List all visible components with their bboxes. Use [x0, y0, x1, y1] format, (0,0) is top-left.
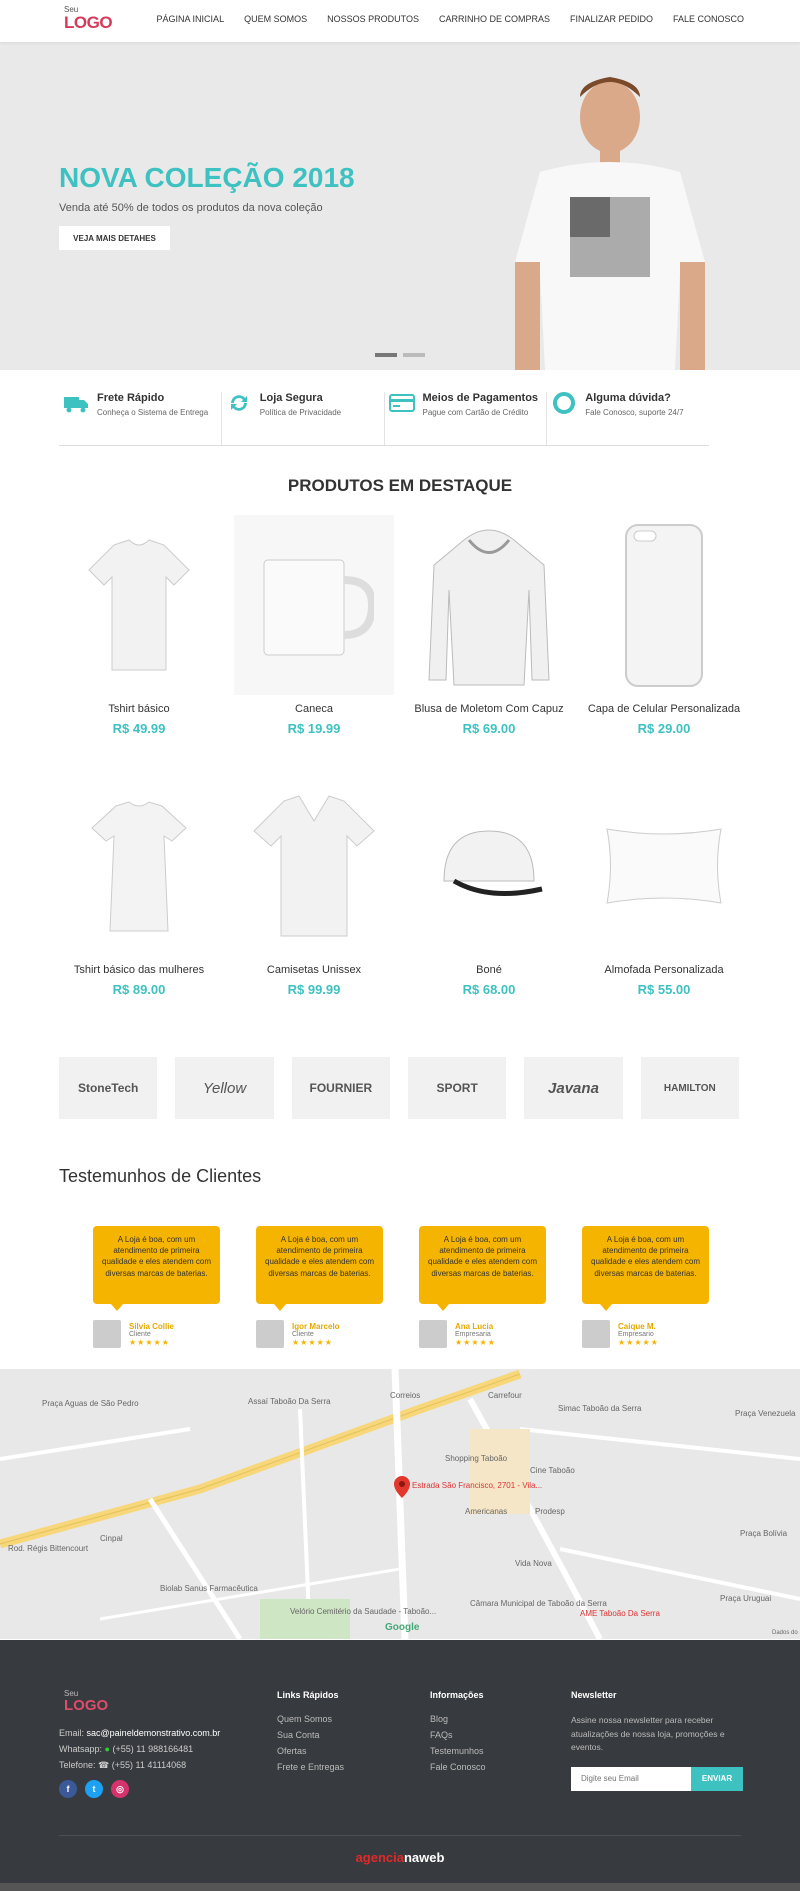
map-label: Praça Uruguai [720, 1594, 772, 1603]
womens-tshirt-image [84, 796, 194, 936]
product-name[interactable]: Almofada Personalizada [604, 964, 724, 976]
brand-name: FOURNIER [309, 1081, 373, 1095]
hero-title: NOVA COLEÇÃO 2018 [59, 162, 355, 193]
product-card[interactable] [59, 515, 219, 736]
map-label: Vida Nova [515, 1559, 552, 1568]
testimonials-title: Testemunhos de Clientes [59, 1166, 262, 1186]
product-name[interactable]: Camisetas Unissex [266, 964, 362, 976]
feature-title: Meios de Pagamentos [422, 392, 539, 404]
testimonial-card [93, 1226, 220, 1348]
credit-part-b: naweb [403, 1850, 445, 1865]
product-price: R$ 19.99 [287, 721, 341, 736]
nav-checkout[interactable]: FINALIZAR PEDIDO [569, 14, 653, 24]
map-label: Velório Cemitério da Saudade - Taboão... [290, 1607, 437, 1616]
logo-text: LOGO [64, 13, 113, 32]
logo-small-text: Seu [64, 5, 79, 14]
product-card[interactable] [234, 515, 394, 736]
hero-slider-dots [375, 353, 425, 357]
testimonial-name: Igor Marcelo [292, 1321, 340, 1331]
map-label: AME Taboão Da Serra [580, 1609, 660, 1618]
footer-link[interactable]: Sua Conta [277, 1730, 320, 1740]
agency-credit[interactable] [0, 1850, 800, 1865]
map-pin-icon[interactable] [394, 1476, 410, 1498]
brand-name: Yellow [202, 1079, 247, 1097]
brand-logo[interactable] [59, 1057, 157, 1119]
footer-whatsapp[interactable]: (+55) 11 988166481 [112, 1743, 194, 1754]
map-roads [0, 1369, 800, 1639]
map-label: Praça Venezuela [735, 1409, 796, 1418]
map-label: Carrefour [488, 1391, 522, 1400]
footer-link[interactable]: Testemunhos [430, 1746, 484, 1756]
product-card[interactable] [59, 776, 219, 997]
footer-link[interactable]: Ofertas [277, 1746, 307, 1756]
products-title: PRODUTOS EM DESTAQUE [287, 476, 513, 495]
products-grid-row1 [59, 515, 739, 736]
testimonial-text: A Loja é boa, com um atendimento de primeira qualidade e eles atendem com diversas marcas de baterias. [582, 1226, 709, 1304]
footer-link[interactable]: Fale Conosco [430, 1762, 486, 1772]
hero-details-button[interactable]: VEJA MAIS DETAHES [59, 226, 170, 250]
brand-name: Javana [548, 1079, 599, 1097]
product-name[interactable]: Capa de Celular Personalizada [587, 703, 741, 715]
map-label: Praça Aguas de São Pedro [42, 1399, 139, 1408]
brand-logo[interactable] [292, 1057, 390, 1119]
product-price: R$ 29.00 [637, 721, 691, 736]
slider-dot-2[interactable] [403, 353, 425, 357]
tshirt-image [84, 535, 194, 675]
phone-label: Telefone: [59, 1759, 96, 1770]
hero-subtitle: Venda até 50% de todos os produtos da nova coleção [59, 202, 323, 214]
testimonial-name: Silvia Collie [129, 1321, 174, 1331]
brand-logo[interactable] [408, 1057, 506, 1119]
feature-title: Alguma dúvida? [585, 392, 671, 404]
email-label: Email: [59, 1728, 85, 1738]
product-price: R$ 55.00 [637, 982, 691, 997]
rating-stars: ★★★★★ [455, 1337, 496, 1347]
product-name[interactable]: Caneca [295, 703, 333, 715]
site-header [0, 0, 800, 42]
map-label: Americanas [465, 1507, 508, 1516]
brand-logo[interactable] [175, 1057, 273, 1119]
product-name[interactable]: Tshirt básico [108, 703, 170, 715]
nav-home[interactable]: PÁGINA INICIAL [156, 14, 225, 24]
brand-name: HAMILTON [663, 1082, 716, 1094]
pillow-image [599, 821, 729, 911]
nav-cart[interactable]: CARRINHO DE COMPRAS [438, 14, 550, 24]
feature-sub: Política de Privacidade [259, 408, 342, 417]
testimonial-card [419, 1226, 546, 1348]
product-price: R$ 99.99 [287, 982, 341, 997]
location-map[interactable] [0, 1369, 800, 1639]
testimonial-role: Empresaria [455, 1330, 491, 1338]
hero-banner [0, 42, 800, 370]
product-card[interactable] [234, 776, 394, 997]
product-card[interactable] [584, 515, 744, 736]
newsletter-title: Newsletter [571, 1690, 617, 1700]
product-card[interactable] [409, 776, 569, 997]
testimonial-card [582, 1226, 709, 1348]
map-label: Shopping Taboão [445, 1454, 508, 1463]
footer-email[interactable]: sac@paineldemonstrativo.com.br [86, 1728, 221, 1738]
footer-divider [59, 1835, 741, 1836]
slider-dot-1[interactable] [375, 353, 397, 357]
map-label: Biolab Sanus Farmacêutica [160, 1584, 258, 1593]
feature-support [547, 392, 709, 445]
logo-small-text: Seu [64, 1689, 79, 1698]
bottom-bar [0, 1883, 800, 1891]
testimonial-name: Caique M. [618, 1321, 656, 1331]
feature-shipping [59, 392, 222, 445]
brand-logo[interactable] [524, 1057, 622, 1119]
product-price: R$ 68.00 [462, 982, 516, 997]
testimonials-list [93, 1226, 709, 1348]
footer-link[interactable]: Frete e Entregas [277, 1762, 345, 1772]
footer-contact-info [59, 1726, 220, 1773]
product-card[interactable] [409, 515, 569, 736]
facebook-icon[interactable]: f [59, 1780, 77, 1798]
nav-contact[interactable]: FALE CONOSCO [672, 14, 744, 24]
main-nav [157, 14, 744, 24]
product-name[interactable]: Tshirt básico das mulheres [73, 964, 205, 976]
map-label: Câmara Municipal de Taboão da Serra [470, 1599, 607, 1608]
refresh-icon [226, 392, 252, 414]
footer-phone[interactable]: (+55) 11 41114068 [111, 1759, 187, 1770]
testimonial-role: Empresario [618, 1330, 654, 1338]
footer-links-title: Links Rápidos [277, 1690, 339, 1700]
features-bar [59, 392, 709, 446]
product-name[interactable]: Blusa de Moletom Com Capuz [414, 703, 564, 715]
phone-case-image [624, 523, 704, 688]
rating-stars: ★★★★★ [618, 1337, 659, 1347]
rating-stars: ★★★★★ [129, 1337, 170, 1347]
newsletter-text: Assine nossa newsletter para receber atualizações de nossa loja, promoções e eventos. [571, 1715, 725, 1753]
site-footer [0, 1640, 800, 1891]
instagram-icon[interactable]: ◎ [111, 1780, 129, 1798]
map-label: Assaí Taboão Da Serra [248, 1397, 331, 1406]
mug-image [254, 550, 374, 660]
map-label: Prodesp [535, 1507, 565, 1516]
phone-icon: ☎ [98, 1759, 110, 1770]
map-label: Cinpal [100, 1534, 123, 1543]
footer-info-links [430, 1690, 486, 1778]
feature-title: Loja Segura [259, 392, 323, 404]
credit-card-icon [389, 392, 415, 414]
product-price: R$ 69.00 [462, 721, 516, 736]
map-label: Simac Taboão da Serra [558, 1404, 642, 1413]
map-label: Cine Taboão [530, 1466, 575, 1475]
feature-payment [385, 392, 548, 445]
products-grid-row2 [59, 776, 739, 997]
nav-about[interactable]: QUEM SOMOS [244, 14, 308, 24]
truck-icon [63, 392, 89, 414]
map-label: Praça Bolívia [740, 1529, 788, 1538]
newsletter-submit-button[interactable]: ENVIAR [691, 1767, 743, 1791]
brand-logo[interactable] [641, 1057, 739, 1119]
testimonial-name: Ana Lucia [455, 1321, 494, 1331]
product-price: R$ 49.99 [112, 721, 166, 736]
feature-sub: Conheça o Sistema de Entrega [97, 408, 209, 417]
product-name[interactable]: Boné [476, 964, 502, 976]
product-price: R$ 89.00 [112, 982, 166, 997]
testimonial-role: Cliente [292, 1330, 314, 1338]
site-logo[interactable] [64, 6, 112, 32]
newsletter-email-input[interactable] [571, 1767, 691, 1791]
footer-info-title: Informações [430, 1690, 484, 1700]
testimonial-text: A Loja é boa, com um atendimento de primeira qualidade e eles atendem com diversas marcas de baterias. [256, 1226, 383, 1304]
map-label: Correios [390, 1391, 421, 1400]
feature-security [222, 392, 385, 445]
testimonial-role: Cliente [129, 1330, 151, 1338]
footer-link[interactable]: Quem Somos [277, 1714, 333, 1724]
testimonial-text: A Loja é boa, com um atendimento de primeira qualidade e eles atendem com diversas marcas de baterias. [93, 1226, 220, 1304]
avatar [256, 1320, 284, 1348]
brand-name: StoneTech [77, 1081, 139, 1095]
cap-image [434, 821, 544, 911]
footer-newsletter [571, 1690, 743, 1791]
nav-products[interactable]: NOSSOS PRODUTOS [327, 14, 419, 24]
map-label: Rod. Régis Bittencourt [8, 1544, 89, 1553]
footer-logo[interactable] [64, 1690, 108, 1714]
lifebuoy-icon [551, 392, 577, 414]
hoodie-image [424, 520, 554, 690]
newsletter-form [571, 1767, 743, 1791]
map-pin-label: Estrada São Francisco, 2701 - Vila... [412, 1481, 543, 1490]
whatsapp-icon: ● [104, 1743, 110, 1754]
product-card[interactable] [584, 776, 744, 997]
footer-link[interactable]: FAQs [430, 1730, 453, 1740]
testimonial-card [256, 1226, 383, 1348]
footer-link[interactable]: Blog [430, 1714, 449, 1724]
brands-row [59, 1057, 739, 1119]
vneck-tshirt-image [249, 791, 379, 941]
social-links [59, 1780, 129, 1798]
feature-sub: Fale Conosco, suporte 24/7 [585, 408, 684, 417]
feature-sub: Pague com Cartão de Crédito [422, 408, 529, 417]
credit-part-a: agencia [355, 1850, 404, 1865]
testimonial-text: A Loja é boa, com um atendimento de primeira qualidade e eles atendem com diversas marcas de baterias. [419, 1226, 546, 1304]
rating-stars: ★★★★★ [292, 1337, 333, 1347]
brand-name: SPORT [436, 1081, 478, 1095]
google-logo: Google [385, 1622, 420, 1633]
feature-title: Frete Rápido [97, 392, 165, 404]
avatar [93, 1320, 121, 1348]
logo-text: LOGO [64, 1697, 109, 1714]
hero-model-image [500, 62, 720, 370]
map-attribution: Dados do [772, 1630, 798, 1636]
whatsapp-label: Whatsapp: [59, 1743, 103, 1754]
avatar [582, 1320, 610, 1348]
avatar [419, 1320, 447, 1348]
twitter-icon[interactable]: t [85, 1780, 103, 1798]
footer-quick-links [277, 1690, 344, 1778]
